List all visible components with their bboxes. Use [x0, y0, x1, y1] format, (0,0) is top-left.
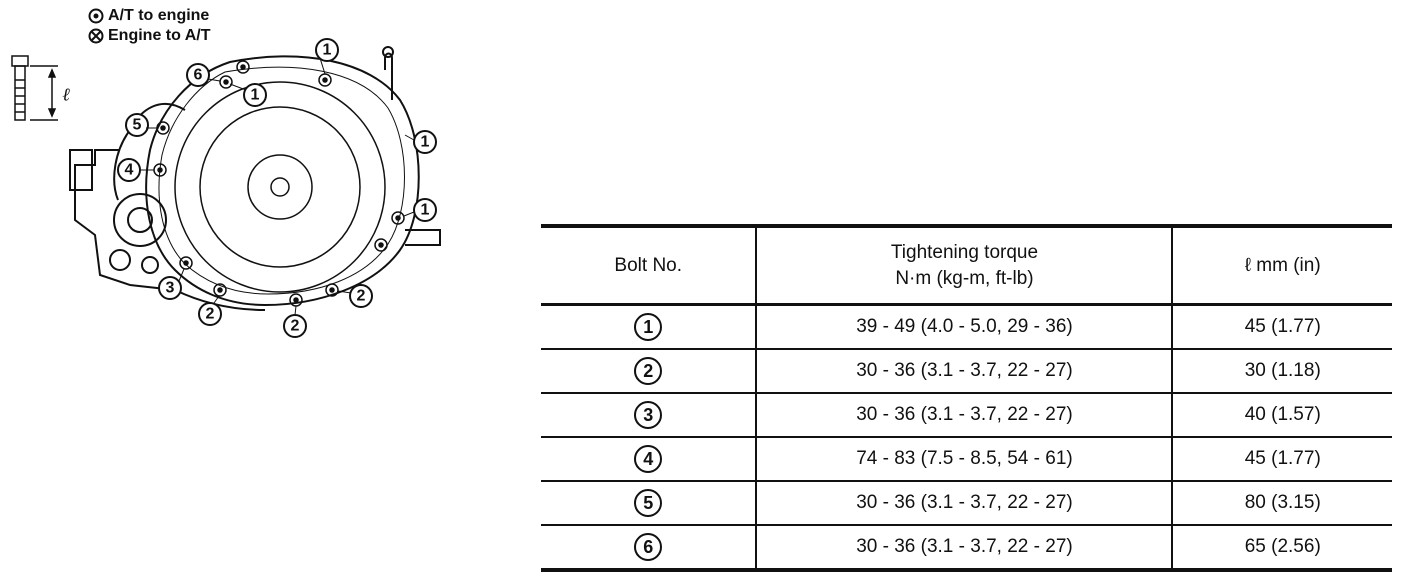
- bolt-number: 1: [634, 313, 662, 341]
- bolt-length-sketch: [12, 56, 58, 120]
- callout-5: 5: [132, 116, 142, 134]
- legend-at-to-engine-label: A/T to engine: [108, 7, 210, 24]
- callout-2-right: 2: [356, 287, 366, 305]
- length-cell: 45 (1.77): [1172, 437, 1392, 481]
- header-tightening-torque: [756, 226, 1172, 305]
- callout-6: 6: [193, 66, 203, 84]
- callout-2-bottom: 2: [290, 317, 300, 335]
- callout-1-right-upper: 1: [420, 133, 430, 151]
- transaxle-bolt-diagram: [0, 0, 520, 350]
- table-row: [541, 349, 1392, 393]
- callout-3: 3: [165, 279, 175, 297]
- bolt-number: 5: [634, 489, 662, 517]
- callout-4: 4: [124, 161, 134, 179]
- bolt-number: 2: [634, 357, 662, 385]
- length-cell: 80 (3.15): [1172, 481, 1392, 525]
- torque-cell: 30 - 36 (3.1 - 3.7, 22 - 27): [756, 481, 1172, 525]
- length-cell: 65 (2.56): [1172, 525, 1392, 570]
- table-row: [541, 305, 1392, 350]
- length-cell: 40 (1.57): [1172, 393, 1392, 437]
- bolt-number: 6: [634, 533, 662, 561]
- legend-engine-to-at-label: Engine to A/T: [108, 27, 211, 44]
- length-cell: 45 (1.77): [1172, 305, 1392, 350]
- callout-1-right-lower: 1: [420, 201, 430, 219]
- torque-cell: 30 - 36 (3.1 - 3.7, 22 - 27): [756, 525, 1172, 570]
- table-row: [541, 393, 1392, 437]
- table-row: [541, 437, 1392, 481]
- header-length: ℓ mm (in): [1172, 226, 1392, 305]
- bolt-torque-table: [541, 224, 1392, 572]
- header-torque-line2: N·m (kg-m, ft-lb): [895, 267, 1034, 289]
- length-cell: 30 (1.18): [1172, 349, 1392, 393]
- table-row: [541, 525, 1392, 570]
- torque-cell: 30 - 36 (3.1 - 3.7, 22 - 27): [756, 349, 1172, 393]
- callout-2-left: 2: [205, 305, 215, 323]
- header-torque-line1: Tightening torque: [890, 241, 1039, 263]
- torque-converter: [175, 82, 385, 292]
- callout-1-top: 1: [322, 41, 332, 59]
- torque-cell: 30 - 36 (3.1 - 3.7, 22 - 27): [756, 393, 1172, 437]
- torque-cell: 74 - 83 (7.5 - 8.5, 54 - 61): [756, 437, 1172, 481]
- table-row: [541, 481, 1392, 525]
- bolt-number: 3: [634, 401, 662, 429]
- torque-cell: 39 - 49 (4.0 - 5.0, 29 - 36): [756, 305, 1172, 350]
- callout-1-upper: 1: [250, 86, 260, 104]
- bolt-number: 4: [634, 445, 662, 473]
- table-header-row: [541, 226, 1392, 305]
- length-symbol: ℓ: [62, 84, 70, 106]
- header-bolt-no: Bolt No.: [541, 226, 756, 305]
